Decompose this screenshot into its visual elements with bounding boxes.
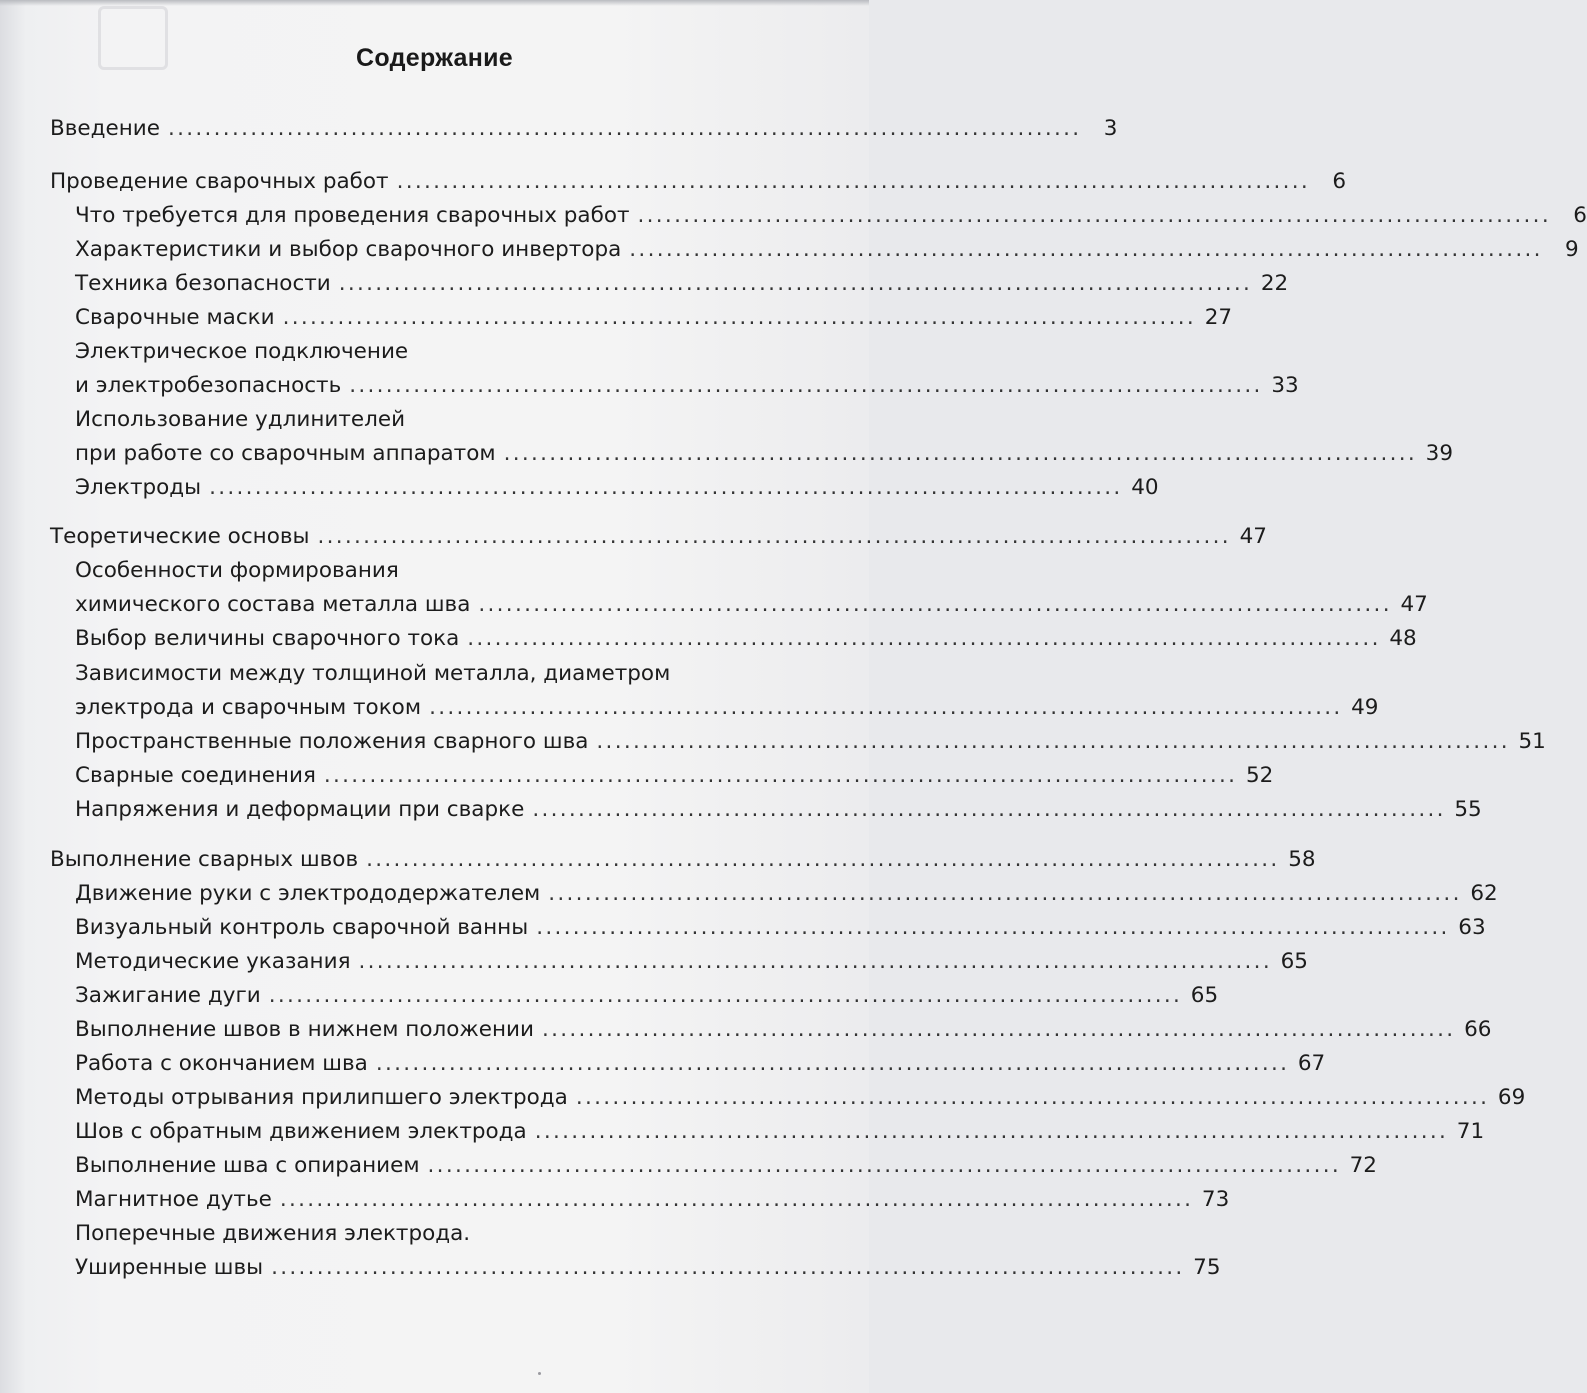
toc-entry-page: 62 <box>1470 881 1498 906</box>
toc-entry-title: электрода и сварочным током <box>75 695 422 720</box>
toc-entry-title: Характеристики и выбор сварочного инвертора <box>75 237 622 262</box>
toc-entry-page: 63 <box>1458 915 1486 940</box>
toc-entry-page: 33 <box>1271 373 1299 398</box>
leader-dots: .................................................................................................... <box>503 441 1418 466</box>
leader-dots: .................................................................................................... <box>637 203 1551 228</box>
toc-entry[interactable] <box>75 1147 1377 1181</box>
leader-dots: .................................................................................................... <box>366 847 1280 872</box>
toc-entry[interactable] <box>75 1181 1230 1215</box>
toc-entry-title: Электрическое подключение <box>75 339 409 364</box>
toc-entry[interactable] <box>75 943 1308 977</box>
toc-entry[interactable] <box>75 265 1289 299</box>
toc-entry[interactable] <box>75 469 1159 503</box>
toc-entry[interactable] <box>75 791 1482 825</box>
leader-dots: .................................................................................................... <box>542 1017 1456 1042</box>
leader-dots: .................................................................................................... <box>396 169 1310 194</box>
toc-entry-title: Пространственные положения сварного шва <box>75 729 589 754</box>
leader-dots: .................................................................................................... <box>282 305 1197 330</box>
toc-entry[interactable] <box>75 435 1454 469</box>
leader-dots: .................................................................................................... <box>532 797 1446 822</box>
toc-entry-title: при работе со сварочным аппаратом <box>75 441 496 466</box>
toc-entry-page: 65 <box>1190 983 1219 1008</box>
toc-entry-title: Поперечные движения электрода. <box>75 1221 471 1246</box>
toc-entry[interactable] <box>50 518 1267 552</box>
leader-dots: .................................................................................................... <box>478 592 1392 617</box>
toc-entry-page: 75 <box>1193 1255 1221 1280</box>
leader-dots: .................................................................................................... <box>548 881 1462 906</box>
toc-entry-page: 39 <box>1425 441 1454 466</box>
toc-entry-page: 71 <box>1456 1119 1485 1144</box>
toc-entry-title: Теоретические основы <box>50 524 310 549</box>
leader-dots: .................................................................................................... <box>338 271 1253 296</box>
leader-dots: .................................................................................................... <box>279 1187 1194 1212</box>
toc-entry-page: 66 <box>1464 1017 1492 1042</box>
toc-entry-page: 22 <box>1260 271 1289 296</box>
toc-entry-page: 73 <box>1201 1187 1230 1212</box>
toc-entry-page: 67 <box>1297 1051 1326 1076</box>
toc-entry-title: Электроды <box>75 475 202 500</box>
toc-entry-line[interactable] <box>75 333 814 367</box>
leader-dots: .................................................................................................... <box>536 915 1450 940</box>
toc-entry-line[interactable] <box>75 552 814 586</box>
toc-entry[interactable] <box>75 231 1579 265</box>
paper-speck <box>538 1372 541 1375</box>
toc-entry-line[interactable] <box>75 401 814 435</box>
leader-dots: .................................................................................................... <box>317 524 1231 549</box>
toc-entry[interactable] <box>75 197 1587 231</box>
toc-entry-page: 3 <box>1103 116 1118 141</box>
toc-entry[interactable] <box>75 1045 1326 1079</box>
toc-entry[interactable] <box>75 689 1379 723</box>
toc-entry[interactable] <box>50 110 1118 144</box>
toc-entry[interactable] <box>50 841 1316 875</box>
leader-dots: .................................................................................................... <box>596 729 1510 754</box>
leader-dots: .................................................................................................... <box>209 475 1123 500</box>
leader-dots: .................................................................................................... <box>375 1051 1290 1076</box>
leader-dots: .................................................................................................... <box>629 237 1543 262</box>
toc-entry-title: Сварочные маски <box>75 305 275 330</box>
toc-entry[interactable] <box>75 977 1219 1011</box>
toc-entry[interactable] <box>75 909 1486 943</box>
toc-entry-page: 72 <box>1349 1153 1377 1178</box>
toc-entry-title: Напряжения и деформации при сварке <box>75 797 525 822</box>
toc-entry[interactable] <box>75 1249 1221 1283</box>
toc-entry-line[interactable] <box>75 1215 814 1249</box>
toc-entry-page: 47 <box>1239 524 1267 549</box>
toc-entry-title: и электробезопасность <box>75 373 342 398</box>
toc-entry-title: Введение <box>50 116 160 141</box>
toc-entry-title: химического состава металла шва <box>75 592 471 617</box>
toc-entry-title: Выполнение шва с опиранием <box>75 1153 420 1178</box>
toc-entry-title: Проведение сварочных работ <box>50 169 389 194</box>
toc-entry-page: 55 <box>1454 797 1482 822</box>
leader-dots: .................................................................................................... <box>268 983 1183 1008</box>
toc-entry-title: Сварные соединения <box>75 763 316 788</box>
leader-dots: .................................................................................................... <box>323 763 1238 788</box>
leader-dots: .................................................................................................... <box>429 695 1343 720</box>
toc-entry-page: 65 <box>1280 949 1308 974</box>
toc-entry[interactable] <box>75 299 1233 333</box>
toc-entry-page: 47 <box>1400 592 1428 617</box>
toc-entry[interactable] <box>75 757 1274 791</box>
leader-dots: .................................................................................................... <box>168 116 1082 141</box>
toc-entry[interactable] <box>75 367 1299 401</box>
toc-entry-title: Зависимости между толщиной металла, диаметром <box>75 661 671 686</box>
toc-entry-title: Зажигание дуги <box>75 983 261 1008</box>
toc-entry-page: 6 <box>1332 169 1346 194</box>
toc-entry-title: Магнитное дутье <box>75 1187 272 1212</box>
leader-dots: .................................................................................................... <box>575 1085 1490 1110</box>
toc-entry[interactable] <box>75 586 1428 620</box>
toc-entry-title: Особенности формирования <box>75 558 399 583</box>
toc-entry-line[interactable] <box>75 655 814 689</box>
leader-dots: .................................................................................................... <box>427 1153 1341 1178</box>
toc-entry-page: 6 <box>1573 203 1587 228</box>
toc-entry-page: 69 <box>1497 1085 1526 1110</box>
toc-entry-title: Методические указания <box>75 949 351 974</box>
leader-dots: .................................................................................................... <box>467 626 1381 651</box>
toc-entry-title: Методы отрывания прилипшего электрода <box>75 1085 568 1110</box>
toc-entry-page: 27 <box>1204 305 1233 330</box>
toc-entry[interactable] <box>75 620 1417 654</box>
toc-entry-page: 58 <box>1288 847 1316 872</box>
toc-entry[interactable] <box>75 1079 1526 1113</box>
toc-entry-title: Работа с окончанием шва <box>75 1051 368 1076</box>
toc-entry-title: Что требуется для проведения сварочных работ <box>75 203 630 228</box>
leader-dots: .................................................................................................... <box>358 949 1272 974</box>
toc-entry[interactable] <box>75 723 1546 757</box>
toc-entry-title: Визуальный контроль сварочной ванны <box>75 915 529 940</box>
toc-entry-page: 40 <box>1131 475 1159 500</box>
toc-entry-page: 48 <box>1389 626 1417 651</box>
leader-dots: .................................................................................................... <box>534 1119 1449 1144</box>
toc-entry-title: Использование удлинителей <box>75 407 406 432</box>
toc-entry-page: 49 <box>1351 695 1379 720</box>
toc-entry[interactable] <box>75 1113 1485 1147</box>
toc-entry[interactable] <box>50 163 1346 197</box>
toc-entry-title: Уширенные швы <box>75 1255 264 1280</box>
toc-entry-page: 51 <box>1518 729 1546 754</box>
toc-entry-title: Техника безопасности <box>75 271 331 296</box>
toc-entry[interactable] <box>75 1011 1492 1045</box>
leader-dots: .................................................................................................... <box>271 1255 1185 1280</box>
toc-entry-page: 52 <box>1245 763 1274 788</box>
toc-entry-title: Шов с обратным движением электрода <box>75 1119 527 1144</box>
page-title: Содержание <box>355 44 514 72</box>
toc-entry-title: Выполнение сварных швов <box>50 847 359 872</box>
toc-entry[interactable] <box>75 875 1498 909</box>
toc-entry-title: Движение руки с электрододержателем <box>75 881 541 906</box>
leader-dots: .................................................................................................... <box>349 373 1263 398</box>
toc-entry-page: 9 <box>1565 237 1579 262</box>
toc-entry-title: Выбор величины сварочного тока <box>75 626 460 651</box>
toc-entry-title: Выполнение швов в нижнем положении <box>75 1017 535 1042</box>
